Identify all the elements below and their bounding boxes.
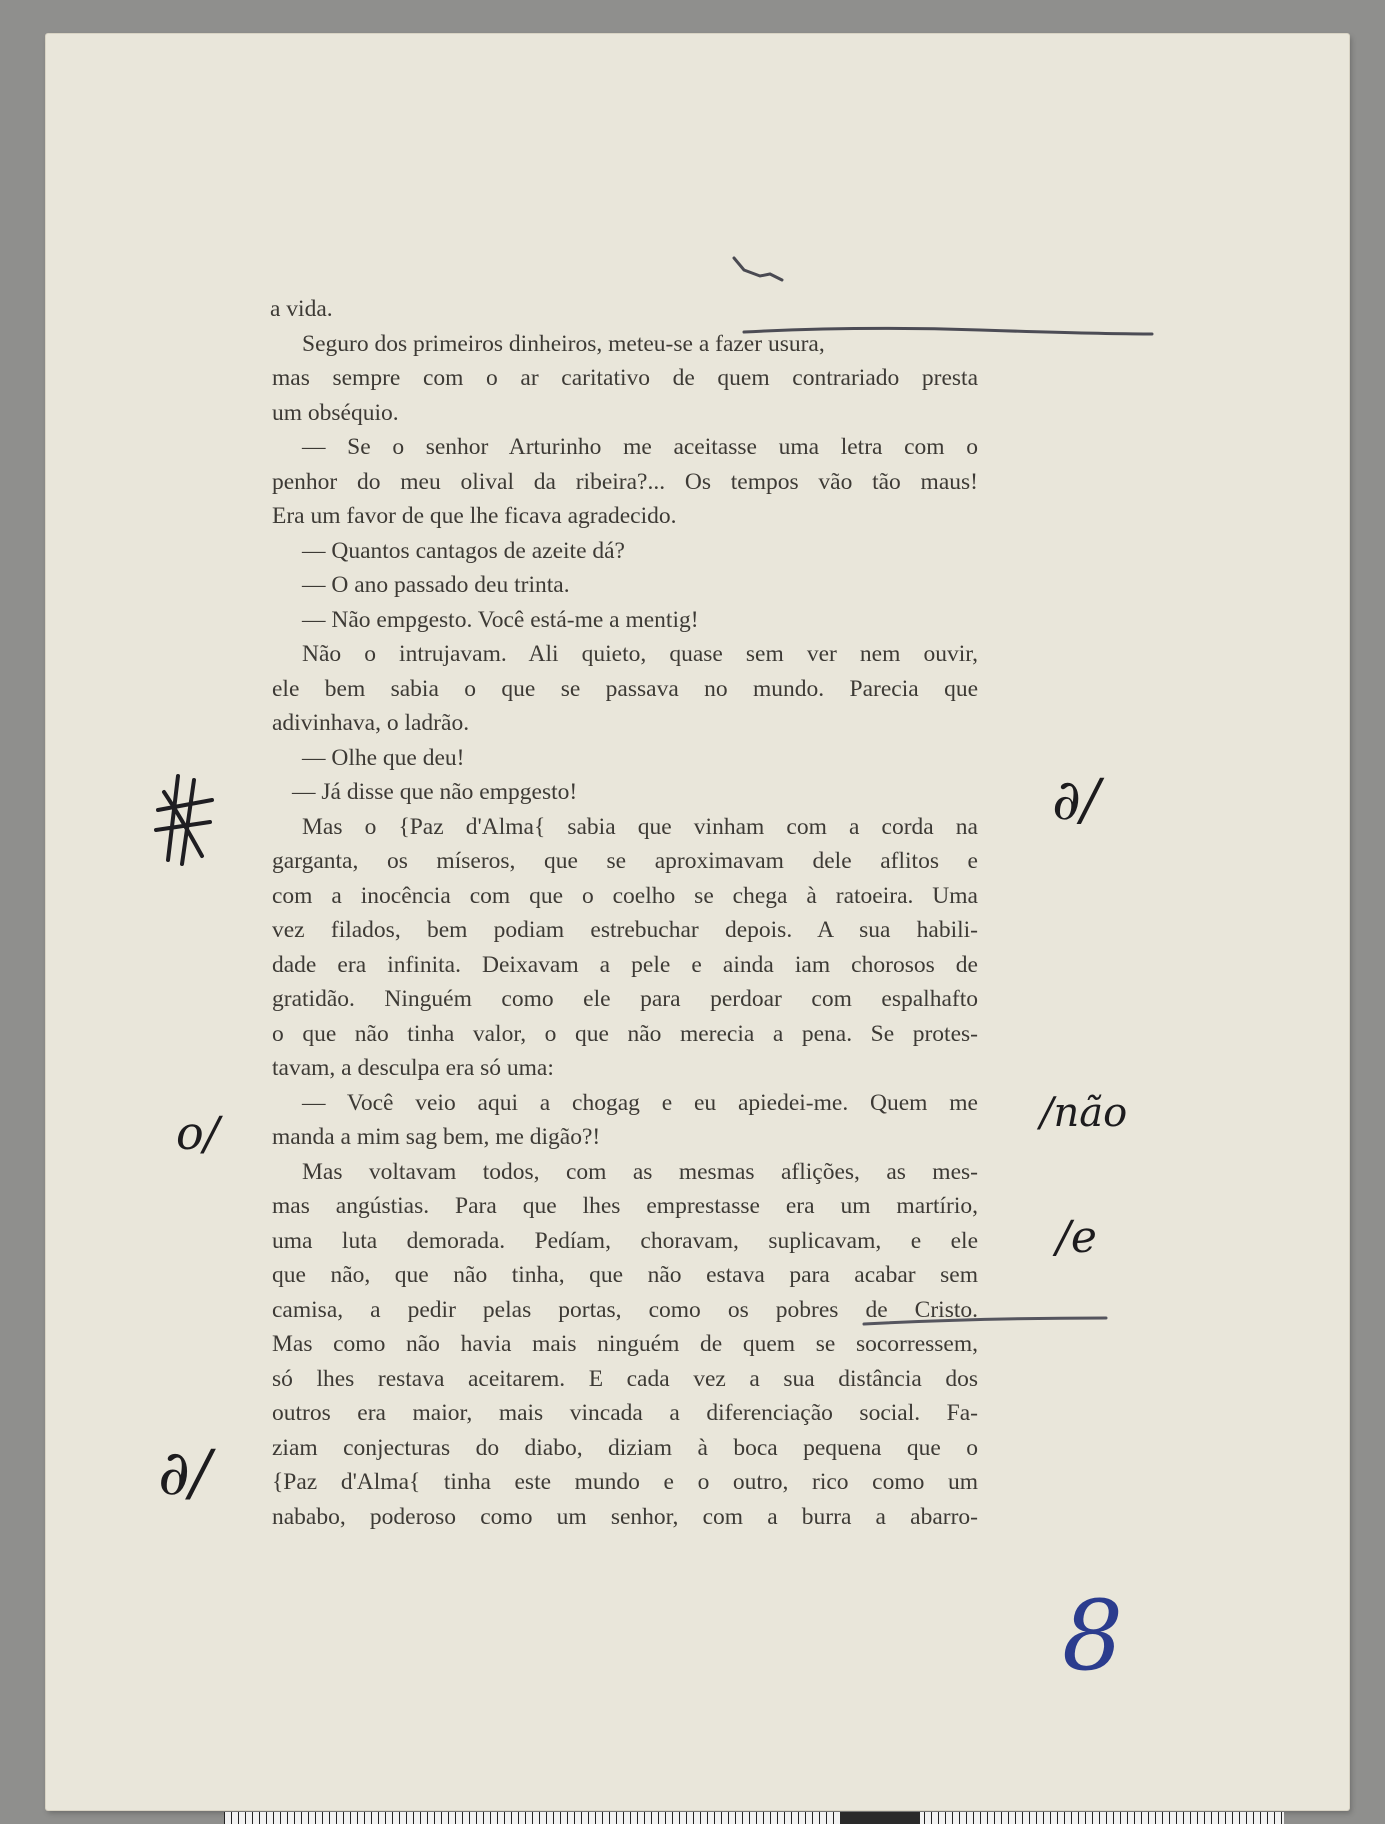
text-line: um obséquio.: [272, 399, 399, 426]
text-line: que não, que não tinha, que não estava para acabar sem: [272, 1262, 978, 1288]
text-line: com a inocência com que o coelho se chega à ratoeira. Uma: [272, 882, 978, 909]
text-line: garganta, os míseros, que se aproximavam dele aflitos e: [272, 848, 978, 874]
text-line: — O ano passado deu trinta.: [302, 572, 570, 598]
text-line: ele bem sabia o que se passava no mundo. Parecia que: [272, 675, 978, 702]
text-line: — Não empgesto. Você está-me a mentig!: [302, 606, 699, 633]
body-text: [272, 292, 978, 1534]
pencil-tick-mark: [730, 250, 790, 290]
text-line: mas sempre com o ar caritativo de quem contrariado presta: [272, 365, 978, 391]
text-line: penhor do meu olival da ribeira?... Os tempos vão tão maus!: [272, 468, 978, 495]
text-line: vez filados, bem podiam estrebuchar depois. A sua habili-: [272, 917, 978, 943]
margin-note: /não: [1040, 1090, 1128, 1136]
margin-note: ∂/: [1052, 768, 1100, 833]
scale-ruler-block: [840, 1812, 920, 1824]
text-line: — Olhe que deu!: [302, 744, 465, 771]
text-line: Seguro dos primeiros dinheiros, meteu-se a fazer usura,: [302, 330, 825, 357]
text-line: adivinhava, o ladrão.: [272, 710, 470, 736]
text-line: Mas como não havia mais ninguém de quem se socorressem,: [272, 1331, 978, 1357]
page-number: 8: [1062, 1580, 1124, 1692]
text-line: gratidão. Ninguém como ele para perdoar com espalhafto: [272, 986, 978, 1012]
delete-mark-left: [150, 770, 220, 870]
text-line: camisa, a pedir pelas portas, como os pobres de Cristo.: [272, 1296, 978, 1323]
margin-note: /e: [1056, 1212, 1097, 1263]
text-line: manda a mim sag bem, me digão?!: [272, 1124, 601, 1150]
text-line: só lhes restava aceitarem. E cada vez a sua distância dos: [272, 1365, 978, 1392]
text-line: outros era maior, mais vincada a diferenciação social. Fa-: [272, 1400, 978, 1426]
pencil-strike-line: [740, 322, 1160, 342]
text-line: tavam, a desculpa era só uma:: [272, 1055, 554, 1081]
margin-note: o/: [176, 1106, 220, 1160]
pencil-strike-line: [860, 1310, 1110, 1330]
text-line: mas angústias. Para que lhes emprestasse era um martírio,: [272, 1193, 978, 1219]
text-line: uma luta demorada. Pedíam, choravam, suplicavam, e ele: [272, 1227, 978, 1254]
text-line: Mas voltavam todos, com as mesmas aflições, as mes-: [302, 1158, 978, 1185]
text-line: Não o intrujavam. Ali quieto, quase sem ver nem ouvir,: [302, 641, 978, 667]
text-line: — Já disse que não empgesto!: [292, 779, 578, 805]
text-line: Mas o {Paz d'Alma{ sabia que vinham com a corda na: [302, 813, 978, 840]
scale-ruler: [224, 1812, 1284, 1824]
text-line: — Se o senhor Arturinho me aceitasse uma letra com o: [302, 434, 978, 460]
text-line: {Paz d'Alma{ tinha este mundo e o outro, rico como um: [272, 1469, 978, 1495]
text-line: ziam conjecturas do diabo, diziam à boca pequena que o: [272, 1434, 978, 1461]
text-line: dade era infinita. Deixavam a pele e ainda iam chorosos de: [272, 951, 978, 978]
text-line: o que não tinha valor, o que não merecia a pena. Se protes-: [272, 1020, 978, 1047]
text-line: nababo, poderoso como um senhor, com a burra a abarro-: [272, 1503, 978, 1530]
text-line: Era um favor de que lhe ficava agradecido.: [272, 503, 677, 529]
text-line: — Você veio aqui a chogag e eu apiedei-me. Quem me: [302, 1089, 978, 1116]
text-line: a vida.: [270, 296, 333, 322]
text-line: — Quantos cantagos de azeite dá?: [302, 537, 625, 564]
margin-note: ∂/: [158, 1436, 211, 1509]
